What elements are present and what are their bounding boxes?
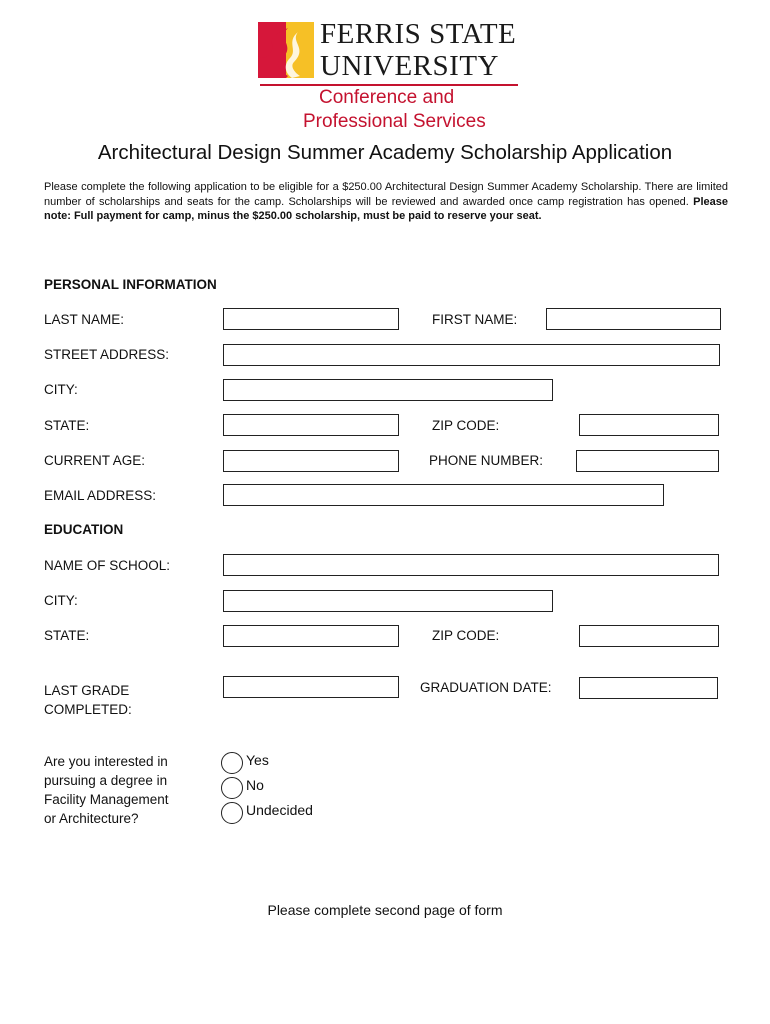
logo-divider [260,84,518,86]
school-state-field[interactable] [223,625,399,647]
undecided-option-label: Undecided [246,802,313,818]
state-field[interactable] [223,414,399,436]
street-address-label: STREET ADDRESS: [44,347,170,362]
first-name-label: FIRST NAME: [432,312,518,327]
yes-radio[interactable] [221,752,243,774]
email-address-label: EMAIL ADDRESS: [44,488,157,503]
intro-paragraph [44,180,728,224]
continue-note: Please complete second page of form [267,902,503,918]
school-zip-code-field[interactable] [579,625,719,647]
logo-name-line1: FERRIS STATE [320,18,517,50]
logo-name-line2: UNIVERSITY [320,50,499,82]
school-zip-code-label: ZIP CODE: [432,628,500,643]
education-heading: EDUCATION [44,522,124,537]
phone-number-field[interactable] [576,450,719,472]
last-name-label: LAST NAME: [44,312,125,327]
state-label: STATE: [44,418,90,433]
question-line: Facility Management [44,792,169,807]
intro-note: Please note: Full payment for camp, minus the $250.00 scholarship, must be paid to reserve your seat. [44,195,728,222]
undecided-radio[interactable] [221,802,243,824]
email-address-field[interactable] [223,484,664,506]
graduation-date-label: GRADUATION DATE: [420,680,552,695]
graduation-date-field[interactable] [579,677,718,699]
degree-interest-question [44,752,169,828]
zip-code-field[interactable] [579,414,719,436]
school-name-field[interactable] [223,554,719,576]
phone-number-label: PHONE NUMBER: [429,453,544,468]
city-label: CITY: [44,382,78,397]
current-age-field[interactable] [223,450,399,472]
question-line: pursuing a degree in [44,773,168,788]
street-address-field[interactable] [223,344,720,366]
department-name-line2: Professional Services [303,111,486,132]
first-name-field[interactable] [546,308,721,330]
last-grade-label [44,681,132,719]
question-line: Are you interested in [44,754,168,769]
zip-code-label: ZIP CODE: [432,418,500,433]
last-grade-field[interactable] [223,676,399,698]
no-option-label: No [246,777,264,793]
personal-info-heading: PERSONAL INFORMATION [44,277,217,292]
school-name-label: NAME OF SCHOOL: [44,558,171,573]
city-field[interactable] [223,379,553,401]
last-grade-label-line2: COMPLETED: [44,702,132,717]
no-radio[interactable] [221,777,243,799]
question-line: or Architecture? [44,811,139,826]
department-name-line1: Conference and [319,87,455,108]
form-title: Architectural Design Summer Academy Scholarship Application [97,141,673,164]
current-age-label: CURRENT AGE: [44,453,146,468]
university-logo-flame-icon [258,22,314,78]
last-name-field[interactable] [223,308,399,330]
intro-text: Please complete the following application to be eligible for a $250.00 Architectural Design Summer Academy Scholarship. There are limited number of scholarships and seats for the camp. Scholarships will be reviewed and awarded once camp registration has opened. [44,181,728,208]
school-state-label: STATE: [44,628,90,643]
school-city-label: CITY: [44,593,78,608]
yes-option-label: Yes [246,752,269,768]
last-grade-label-line1: LAST GRADE [44,683,130,698]
school-city-field[interactable] [223,590,553,612]
